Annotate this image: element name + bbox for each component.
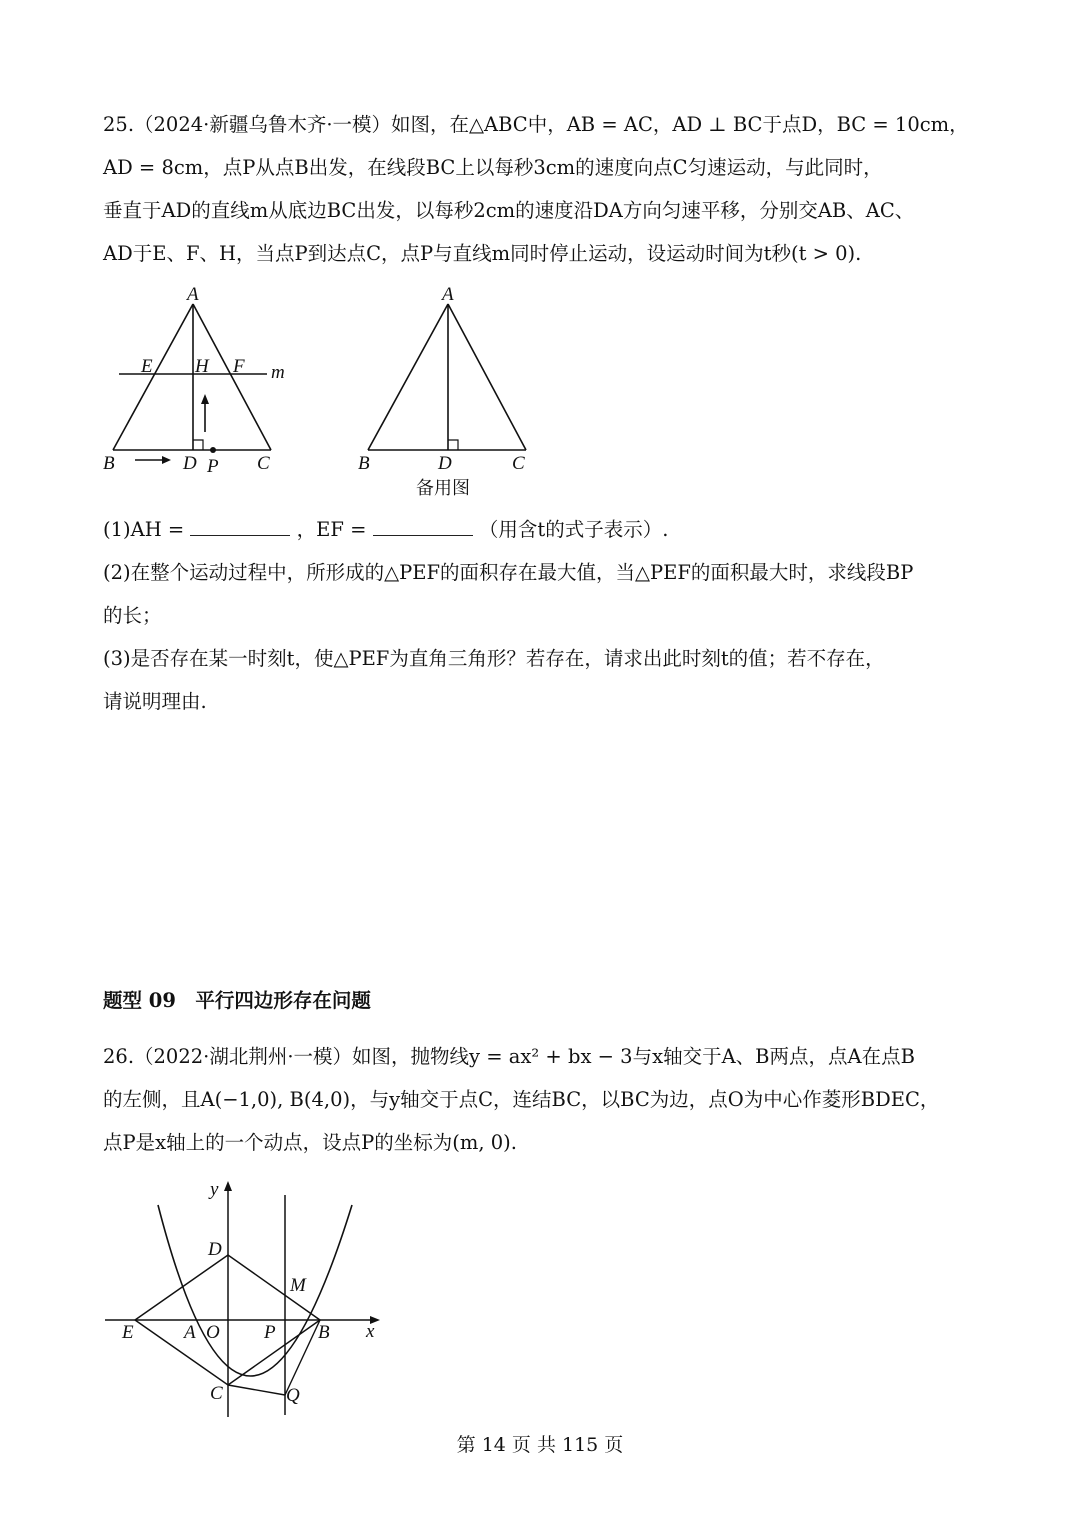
answer-blank-ef[interactable] xyxy=(373,517,473,536)
fig3-label-Q: Q xyxy=(286,1385,300,1406)
q26-statement xyxy=(103,1035,983,1164)
answer-blank-ah[interactable] xyxy=(190,517,290,536)
q25-line-4: AD于E、F、H，当点P到达点C，点P与直线m同时停止运动，设运动时间为t秒(t > 0). xyxy=(103,242,862,265)
fig2-label-C: C xyxy=(512,453,525,474)
fig1-label-F: F xyxy=(233,356,245,377)
fig1-label-E: E xyxy=(141,356,153,377)
q26-line-2: 的左侧，且A(−1,0), B(4,0)，与y轴交于点C，连结BC，以BC为边，点O为中心作菱形BDEC， xyxy=(103,1088,940,1111)
q25-line-3: 垂直于AD的直线m从底边BC出发，以每秒2cm的速度沿DA方向匀速平移，分别交AB、AC、 xyxy=(103,199,915,222)
fig3-label-y: y xyxy=(210,1179,219,1200)
fig1-label-H: H xyxy=(195,356,209,377)
section-heading: 题型 09 平行四边形存在问题 xyxy=(103,989,371,1012)
fig3-label-x: x xyxy=(366,1321,375,1342)
q25-line-2: AD = 8cm，点P从点B出发，在线段BC上以每秒3cm的速度向点C匀速运动，与此同时， xyxy=(103,156,883,179)
q25-sub2-line-2: 的长； xyxy=(103,604,162,627)
fig2-label-B: B xyxy=(358,453,370,474)
fig3-label-M: M xyxy=(290,1275,306,1296)
fig1-label-m: m xyxy=(271,362,285,383)
q26-line-3: 点P是x轴上的一个动点，设点P的坐标为(m, 0). xyxy=(103,1131,517,1154)
fig1-label-A: A xyxy=(187,284,199,305)
page-footer: 第 14 页 共 115 页 xyxy=(456,1434,624,1456)
q25-sub1 xyxy=(103,508,983,551)
fig2-label-A: A xyxy=(442,284,454,305)
fig2-caption: 备用图 xyxy=(416,478,470,499)
fig2-label-D: D xyxy=(438,453,452,474)
fig1-label-B: B xyxy=(103,453,115,474)
fig1-label-P: P xyxy=(207,456,219,477)
fig3-label-D: D xyxy=(208,1239,222,1260)
q26-line-1: 26.（2022·湖北荆州·一模）如图，抛物线y = ax² + bx − 3与x轴交于A、B两点，点A在点B xyxy=(103,1045,915,1068)
fig1-label-D: D xyxy=(183,453,197,474)
q25-subquestions xyxy=(103,508,983,723)
q25-figure-backup xyxy=(350,282,550,504)
fig3-label-B: B xyxy=(318,1322,330,1343)
fig1-label-C: C xyxy=(257,453,270,474)
fig3-label-E: E xyxy=(122,1322,134,1343)
fig3-label-O: O xyxy=(206,1322,220,1343)
q25-sub2-line-1: (2)在整个运动过程中，所形成的△PEF的面积存在最大值，当△PEF的面积最大时，求线段BP xyxy=(103,561,914,584)
q25-sub3-line-1: (3)是否存在某一时刻t，使△PEF为直角三角形？若存在，请求出此时刻t的值；若不存在， xyxy=(103,647,885,670)
q25-sub1-prefix: (1)AH = xyxy=(103,518,185,541)
q25-statement xyxy=(103,103,983,275)
fig3-label-P: P xyxy=(264,1322,276,1343)
fig3-label-A: A xyxy=(184,1322,196,1343)
q25-line-1: 25.（2024·新疆乌鲁木齐·一模）如图，在△ABC中，AB = AC，AD ⊥ BC于点D，BC = 10cm， xyxy=(103,113,969,136)
fig3-label-C: C xyxy=(210,1383,223,1404)
q25-sub1-mid: ，EF = xyxy=(296,518,367,541)
q25-sub1-suffix: （用含t的式子表示）. xyxy=(478,518,669,541)
q26-figure xyxy=(100,1175,390,1425)
q25-sub3-line-2: 请说明理由. xyxy=(103,690,207,713)
q25-figure-main xyxy=(95,282,305,477)
